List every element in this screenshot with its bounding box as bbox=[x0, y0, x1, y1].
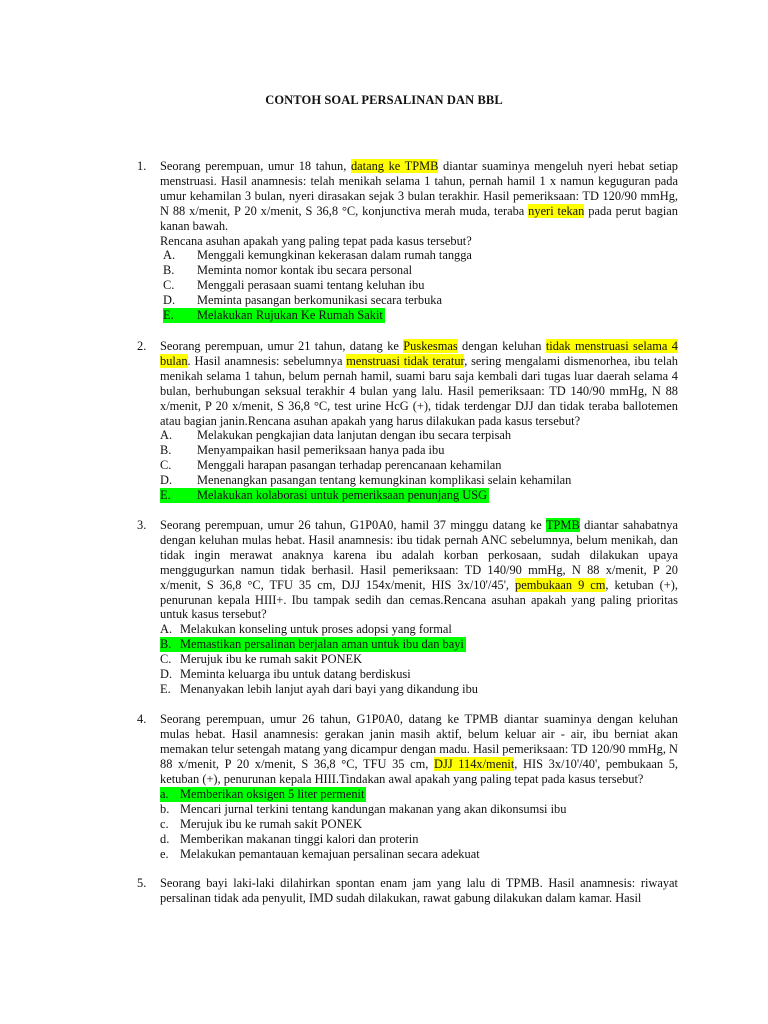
option-letter: A. bbox=[163, 248, 176, 263]
option-text: Melakukan kolaborasi untuk pemeriksaan penunjang USG bbox=[197, 488, 488, 503]
highlighted-phrase: datang ke TPMB bbox=[350, 159, 439, 173]
question-number: 2. bbox=[137, 339, 147, 353]
option-text: Memberikan oksigen 5 liter permenit bbox=[180, 786, 365, 801]
stem-text: , ketuban (+), penurunan kepala HIII+. Ibu tampak sedih dan cemas.Rencana asuhan apakah yang paling prioritas untuk kasus tersebut? bbox=[160, 577, 678, 622]
answer-option bbox=[160, 832, 678, 847]
question-4 bbox=[137, 712, 678, 862]
highlighted-phrase: tidak menstruasi selama 4 bulan bbox=[160, 339, 678, 368]
option-letter: e. bbox=[160, 846, 169, 861]
option-text: Merujuk ibu ke rumah sakit PONEK bbox=[180, 816, 363, 831]
option-text: Memberikan makanan tinggi kalori dan proterin bbox=[180, 831, 419, 846]
option-text: Memastikan persalinan berjalan aman untuk ibu dan bayi bbox=[180, 637, 464, 652]
question-stem bbox=[160, 159, 678, 234]
option-text: Mencari jurnal terkini tentang kandungan makanan yang akan dikonsumsi ibu bbox=[180, 801, 567, 816]
option-letter: E. bbox=[163, 308, 174, 323]
stem-text: Seorang perempuan, umur 26 tahun, G1P0A0, datang ke TPMB diantar suaminya dengan keluhan mulas hebat. Hasil anamnesis: gerakan janin masih aktif, belum keluar air - air, ibu berniat akan memakan telur setengah matang yang dicampur dengan madu. Hasil pemeriksaan: TD 120/90 mmHg, N 88 x/menit, P 20 x/menit, S 36,8 °C, TFU 35 cm, bbox=[160, 712, 678, 771]
question-number: 1. bbox=[137, 159, 147, 173]
highlighted-phrase: menstruasi tidak teratur bbox=[346, 353, 465, 368]
option-letter: D. bbox=[160, 667, 173, 682]
answer-option bbox=[163, 263, 678, 278]
stem-text: , HIS 3x/10'/40', pembukaan 5, ketuban (+), penurunan kepala HIII.Tindakan awal apakah yang paling tepat pada kasus tersebut? bbox=[160, 756, 678, 786]
stem-text: dengan keluhan bbox=[457, 339, 546, 353]
option-text: Menggali kemungkinan kekerasan dalam rumah tangga bbox=[197, 248, 472, 263]
stem-text: pada perut bagian kanan bawah. bbox=[160, 203, 679, 233]
answer-option bbox=[160, 443, 678, 458]
answer-option bbox=[160, 802, 678, 817]
document-title: CONTOH SOAL PERSALINAN DAN BBL bbox=[265, 93, 503, 107]
answer-option bbox=[160, 682, 678, 697]
answer-option bbox=[160, 652, 678, 667]
option-letter: B. bbox=[160, 443, 172, 458]
option-text: Meminta keluarga ibu untuk datang berdiskusi bbox=[180, 667, 411, 682]
question-stem bbox=[160, 876, 678, 906]
option-letter: c. bbox=[160, 816, 169, 831]
option-letter: C. bbox=[160, 652, 172, 667]
option-text: Meminta nomor kontak ibu secara personal bbox=[197, 263, 413, 278]
question-1 bbox=[137, 159, 678, 323]
option-text: Meminta pasangan berkomunikasi secara terbuka bbox=[197, 293, 442, 308]
question-stem bbox=[160, 518, 678, 622]
answer-option-correct bbox=[160, 488, 489, 503]
option-text: Menyampaikan hasil pemeriksaan hanya pada ibu bbox=[197, 443, 445, 458]
answer-option-correct bbox=[160, 787, 366, 802]
option-text: Menggali harapan pasangan terhadap perencanaan kehamilan bbox=[197, 458, 502, 473]
option-letter: C. bbox=[163, 278, 175, 293]
answer-option bbox=[160, 473, 678, 488]
answer-option bbox=[160, 458, 678, 473]
option-text: Menanyakan lebih lanjut ayah dari bayi yang dikandung ibu bbox=[180, 682, 478, 697]
answer-options bbox=[137, 248, 678, 323]
stem-text: Seorang perempuan, umur 26 tahun, G1P0A0, hamil 37 minggu datang ke bbox=[160, 518, 546, 532]
highlighted-phrase: Puskesmas bbox=[403, 339, 458, 353]
answer-options bbox=[137, 622, 678, 697]
answer-option bbox=[160, 667, 678, 682]
stem-text: Seorang perempuan, umur 21 tahun, datang ke bbox=[160, 339, 404, 353]
question-stem bbox=[160, 339, 678, 428]
option-letter: B. bbox=[160, 637, 172, 652]
option-text: Melakukan konseling untuk proses adopsi yang formal bbox=[180, 622, 452, 637]
option-letter: d. bbox=[160, 831, 170, 846]
option-text: Melakukan pemantauan kemajuan persalinan secara adekuat bbox=[180, 846, 480, 861]
question-number: 4. bbox=[137, 712, 147, 726]
option-letter: D. bbox=[160, 473, 173, 488]
option-text: Merujuk ibu ke rumah sakit PONEK bbox=[180, 652, 363, 667]
answer-options bbox=[137, 787, 678, 862]
option-letter: B. bbox=[163, 263, 175, 278]
option-letter: A. bbox=[160, 622, 173, 637]
option-text: Menggali perasaan suami tentang keluhan ibu bbox=[197, 278, 425, 293]
highlighted-phrase: nyeri tekan bbox=[528, 203, 585, 218]
option-text: Melakukan Rujukan Ke Rumah Sakit bbox=[197, 308, 383, 323]
highlighted-phrase: pembukaan 9 cm bbox=[515, 577, 606, 592]
answer-option bbox=[163, 248, 678, 263]
option-letter: A. bbox=[160, 428, 173, 443]
highlighted-phrase: DJJ 114x/menit bbox=[434, 756, 515, 771]
answer-option bbox=[160, 817, 678, 832]
option-letter: E. bbox=[160, 488, 171, 503]
stem-text: Seorang bayi laki-laki dilahirkan spontan enam jam yang lalu di TPMB. Hasil anamnesis: riwayat persalinan tidak ada penyulit, IMD sudah dilakukan, rawat gabung dilakukan dalam kamar. Hasil bbox=[160, 876, 678, 905]
answer-option-correct bbox=[163, 308, 385, 323]
answer-option bbox=[160, 847, 678, 862]
question-2 bbox=[137, 339, 678, 503]
option-letter: a. bbox=[160, 786, 169, 801]
stem-text: . Hasil anamnesis: sebelumnya bbox=[187, 353, 347, 368]
question-number: 5. bbox=[137, 876, 147, 890]
option-letter: E. bbox=[160, 682, 171, 697]
answer-option bbox=[163, 278, 678, 293]
stem-text: , sering mengalami dismenorhea, ibu telah menikah selama 1 tahun, belum pernah hamil, suami baru saja kembali dari tugas luar daerah selama 4 bulan, berhubungan seksual terakhir 4 bulan yang lalu. Hasil pemeriksaan: TD 140/90 mmHg, N 88 x/menit, P 20 x/menit, S 36,8 °C, test urine HcG (+), tidak terdengar DJJ dan tidak teraba ballotemen atau bagian janin.Rencana asuhan apakah yang harus dilakukan pada kasus tersebut? bbox=[160, 353, 678, 428]
question-number: 3. bbox=[137, 518, 147, 532]
option-text: Melakukan pengkajian data lanjutan dengan ibu secara terpisah bbox=[197, 428, 512, 443]
answer-options bbox=[137, 428, 678, 503]
option-letter: C. bbox=[160, 458, 172, 473]
question-5 bbox=[137, 876, 678, 906]
answer-option bbox=[160, 428, 678, 443]
stem-text: diantar sahabatnya dengan keluhan mulas hebat. Hasil anamnesis: ibu tidak pernah ANC sebelumnya, belum menikah, dan tidak ingin merawat anaknya karena ibu adalah korban perkosaan, sudah dilakukan upaya menggugurkan namun tidak berhasil. Hasil pemeriksaan: TD 140/90 mmHg, N 88 x/menit, P 20 x/menit, S 36,8 °C, TFU 35 cm, DJJ 154x/menit, HIS 3x/10'/45', bbox=[160, 518, 679, 592]
answer-option bbox=[163, 293, 678, 308]
stem-text: Seorang perempuan, umur 18 tahun, bbox=[160, 159, 351, 173]
option-letter: b. bbox=[160, 801, 170, 816]
question-prompt: Rencana asuhan apakah yang paling tepat pada kasus tersebut? bbox=[160, 233, 472, 248]
answer-option-correct bbox=[160, 637, 466, 652]
stem-text: diantar suaminya mengeluh nyeri hebat setiap menstruasi. Hasil anamnesis: telah menikah selama 1 tahun, pernah hamil 1 x namun keguguran pada umur kehamilan 3 bulan, nyeri dirasakan sejak 3 bulan terakhir. Hasil pemeriksaan: TD 120/90 mmHg, N 88 x/menit, P 20 x/menit, S 36,8 °C, konjunctiva merah muda, teraba bbox=[160, 159, 679, 218]
answer-option bbox=[160, 622, 678, 637]
question-3 bbox=[137, 518, 678, 697]
question-stem bbox=[160, 712, 678, 787]
option-letter: D. bbox=[163, 293, 176, 308]
highlighted-phrase: TPMB bbox=[545, 518, 580, 532]
option-text: Menenangkan pasangan tentang kemungkinan komplikasi selain kehamilan bbox=[197, 473, 572, 488]
